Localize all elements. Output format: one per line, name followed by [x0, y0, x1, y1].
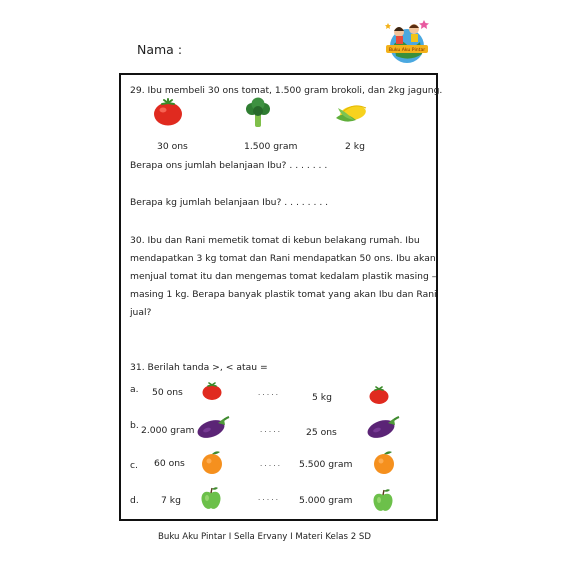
apple-icon — [372, 487, 394, 513]
q29-item-label-1: 30 ons — [157, 141, 188, 152]
q31-row-c-dots: . . . . . — [260, 460, 281, 468]
apple-icon — [200, 485, 222, 511]
tomato-icon — [152, 97, 184, 127]
q30-line-3: menjual tomat itu dan mengemas tomat kedalam plastik masing – — [130, 271, 437, 282]
q31-row-b-left: 2.000 gram — [141, 425, 195, 436]
orange-icon — [372, 450, 396, 476]
q31-row-a-dots: . . . . . — [258, 389, 279, 397]
q31-row-b-dots: . . . . . — [260, 426, 281, 434]
tomato-icon — [201, 381, 223, 401]
q29-item-label-2: 1.500 gram — [244, 141, 298, 152]
q31-row-d-letter: d. — [130, 495, 139, 506]
tomato-icon — [368, 385, 390, 405]
q31-row-b-letter: b. — [130, 420, 139, 431]
q30-line-1: 30. Ibu dan Rani memetik tomat di kebun belakang rumah. Ibu — [130, 235, 420, 246]
q31-row-c-right: 5.500 gram — [299, 459, 353, 470]
q31-row-d-left: 7 kg — [161, 495, 181, 506]
q31-title: 31. Berilah tanda >, < atau = — [130, 362, 268, 373]
q29-item-label-3: 2 kg — [345, 141, 365, 152]
buku-aku-pintar-logo — [380, 14, 434, 68]
q31-row-b-right: 25 ons — [306, 427, 337, 438]
q30-line-4: masing 1 kg. Berapa banyak plastik tomat yang akan Ibu dan Rani — [130, 289, 437, 300]
q31-row-d-dots: . . . . . — [258, 494, 279, 502]
q31-row-c-letter: c. — [130, 460, 138, 471]
q29-question: 29. Ibu membeli 30 ons tomat, 1.500 gram brokoli, dan 2kg jagung. — [130, 85, 443, 96]
q31-row-a-letter: a. — [130, 384, 139, 395]
q29-sub-question-2: Berapa kg jumlah belanjaan Ibu? . . . . . . . . — [130, 197, 329, 208]
q31-row-a-right: 5 kg — [312, 392, 332, 403]
broccoli-icon — [243, 97, 273, 129]
orange-icon — [200, 450, 224, 476]
q30-line-2: mendapatkan 3 kg tomat dan Rani mendapatkan 50 ons. Ibu akan — [130, 253, 436, 264]
footer-credit: Buku Aku Pintar I Sella Ervany I Materi Kelas 2 SD — [158, 532, 371, 542]
eggplant-icon — [196, 414, 230, 440]
corn-icon — [334, 100, 368, 126]
logo-banner-text: Buku Aku Pintar — [388, 48, 426, 53]
q31-row-c-left: 60 ons — [154, 458, 185, 469]
eggplant-icon — [366, 414, 400, 440]
q31-row-a-left: 50 ons — [152, 387, 183, 398]
q29-sub-question-1: Berapa ons jumlah belanjaan Ibu? . . . . . . . — [130, 160, 328, 171]
q30-line-5: jual? — [130, 307, 152, 318]
name-label: Nama : — [137, 42, 183, 57]
q31-row-d-right: 5.000 gram — [299, 495, 353, 506]
